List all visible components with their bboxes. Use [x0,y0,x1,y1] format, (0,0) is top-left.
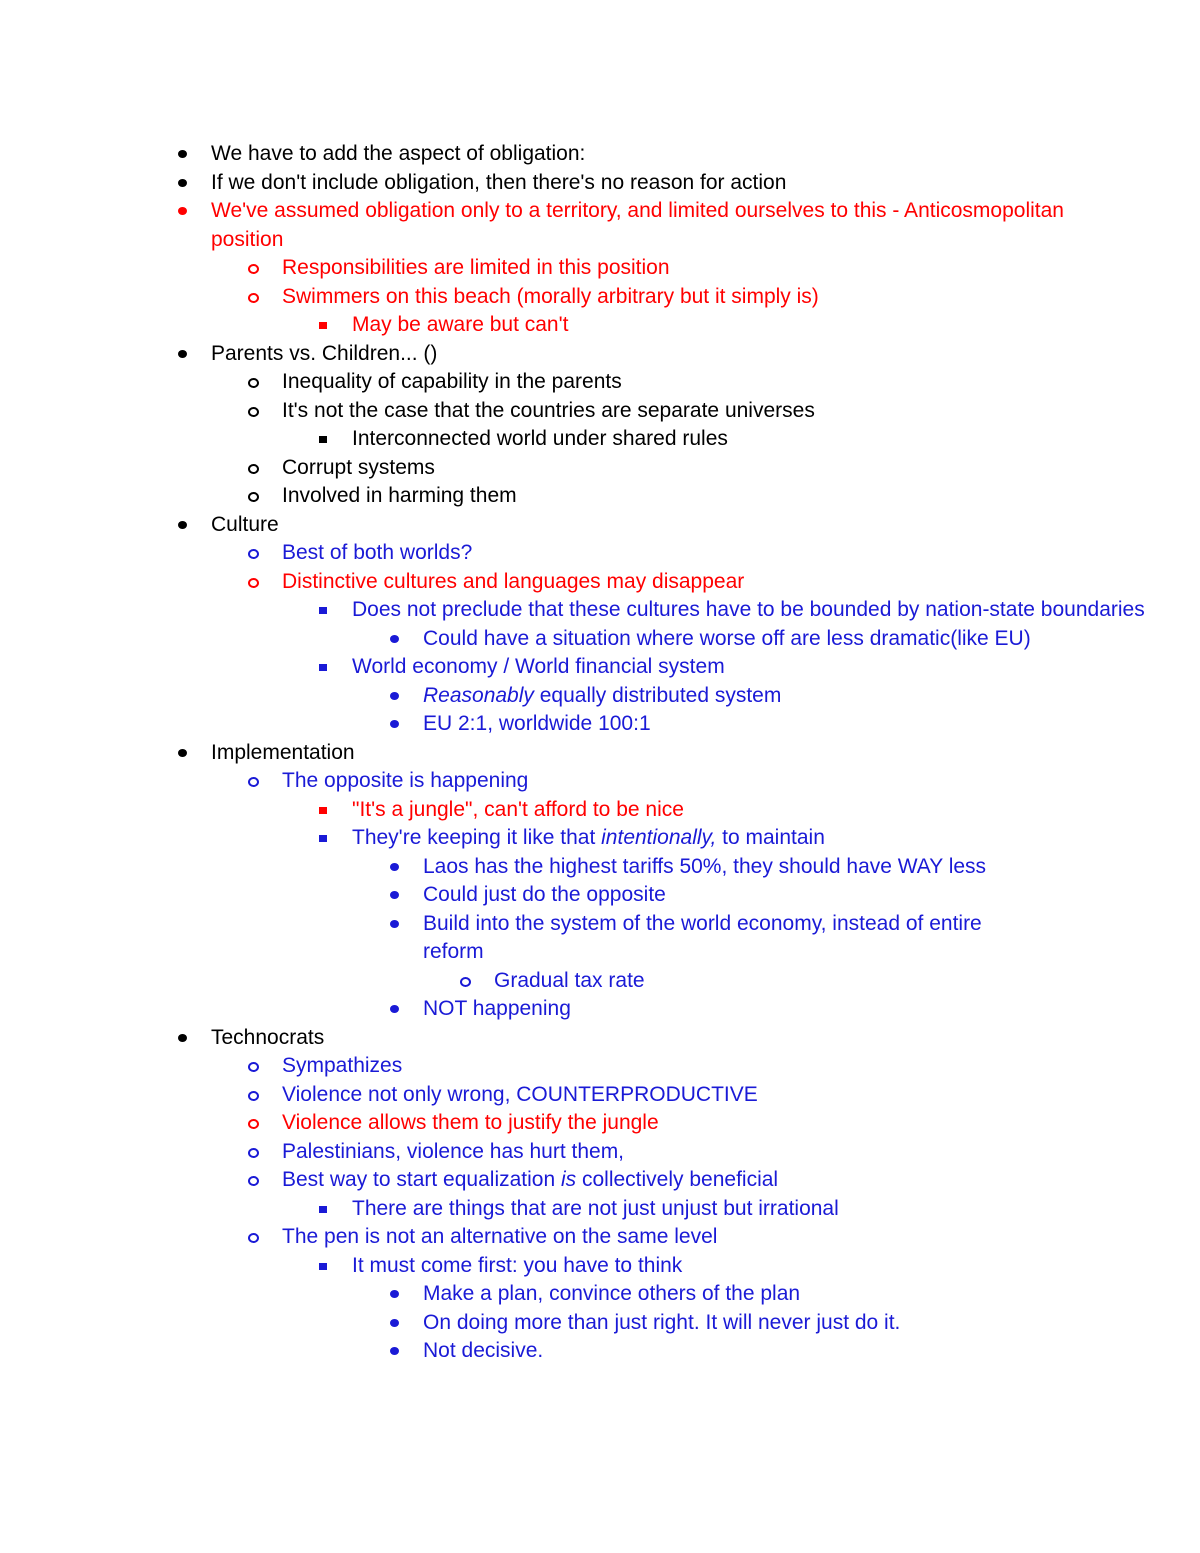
list-item [0,625,1200,654]
list-item-text: Build into the system of the world economy, instead of entire reform [423,911,982,963]
list-item-text: Sympathizes [282,1054,403,1077]
list-item [0,653,1200,682]
list-item [0,1223,1142,1252]
list-item [0,140,1071,169]
list-item-text: Distinctive cultures and languages may disappear [282,569,745,593]
list-item-text: Inequality of capability in the parents [282,370,622,393]
list-item-text: Could just do the opposite [423,883,666,906]
list-item [0,710,1200,739]
list-item-text: Swimmers on this beach (morally arbitrary but it simply is) [282,284,819,308]
list-item-text-rest: collectively beneficial [576,1168,779,1191]
list-item-text-lead: Best way to start equalization [282,1168,561,1191]
list-item [0,796,1200,825]
list-item [0,1166,1142,1195]
list-item [0,368,1142,397]
list-item [0,910,1200,967]
list-item-text: Not decisive. [423,1339,544,1362]
list-item [0,824,1200,853]
list-item-text: NOT happening [423,997,571,1020]
list-item-text: "It's a jungle", can't afford to be nice [352,797,684,821]
list-item-text: EU 2:1, worldwide 100:1 [423,712,651,735]
list-item [0,853,1200,882]
list-item-text: May be aware but can't [352,313,569,336]
list-item-text: The pen is not an alternative on the same level [282,1225,718,1248]
list-item [0,682,1200,711]
list-item-text: We've assumed obligation only to a territory, and limited ourselves to this - Anticosmopolitan position [211,199,1064,251]
list-item-text: Could have a situation where worse off are less dramatic(like EU) [423,626,1031,650]
list-item-text: Does not preclude that these cultures have to be bounded by nation-state boundaries [352,598,1145,621]
list-item-text: Palestinians, violence has hurt them, [282,1139,625,1163]
list-item-text: Corrupt systems [282,455,435,479]
list-item-text: Best of both worlds? [282,541,473,564]
list-item [0,1252,1200,1281]
list-item-text: Technocrats [211,1025,325,1049]
list-item-text: It must come first: you have to think [352,1253,683,1277]
list-item-text [352,826,825,849]
list-item-text: Culture [211,512,279,536]
list-item [0,881,1200,910]
list-item [0,1195,1200,1224]
list-item-text: Gradual tax rate [494,968,645,992]
list-item [0,596,1200,625]
list-item [0,767,1142,796]
list-item-text: We have to add the aspect of obligation: [211,142,586,165]
list-item-text-lead: They're keeping it like that [352,826,602,849]
list-item [0,739,1071,768]
list-item-text: Responsibilities are limited in this position [282,256,670,279]
list-item-text: Make a plan, convince others of the plan [423,1282,801,1305]
list-item-text [282,1168,778,1191]
list-item [0,511,1071,540]
list-item [0,568,1142,597]
emphasis-text: Reasonably [423,683,534,707]
list-item [0,995,1200,1024]
list-item [0,539,1142,568]
list-item [0,1280,1200,1309]
list-item [0,1052,1142,1081]
list-item [0,311,1200,340]
list-item [0,425,1200,454]
list-item-text: On doing more than just right. It will never just do it. [423,1310,901,1334]
list-item [0,340,1071,369]
list-item [0,967,1200,996]
list-item-text: If we don't include obligation, then there's no reason for action [211,170,787,194]
list-item [0,169,1071,198]
list-item [0,482,1142,511]
list-item-text: Involved in harming them [282,484,517,507]
emphasis-text: intentionally, [601,826,717,849]
list-item [0,1309,1200,1338]
list-item [0,1337,1200,1366]
list-item [0,397,1142,426]
list-item [0,254,1142,283]
list-item [0,1081,1142,1110]
list-item [0,283,1142,312]
list-item-text: World economy / World financial system [352,655,725,678]
list-item-text: Interconnected world under shared rules [352,427,728,450]
list-item-text: Implementation [211,740,355,764]
list-item-text-rest: to maintain [716,826,825,849]
list-item [0,197,1071,254]
list-item-text: Violence not only wrong, COUNTERPRODUCTIVE [282,1082,758,1106]
list-item-text: It's not the case that the countries are separate universes [282,398,815,422]
emphasis-text: is [560,1168,577,1191]
list-item-text: There are things that are not just unjust but irrational [352,1196,839,1220]
list-item-text-rest: equally distributed system [533,683,782,707]
notes-outline [0,140,1200,1366]
list-item [0,1109,1142,1138]
list-item-text: Parents vs. Children... () [211,341,438,365]
list-item [0,1024,1071,1053]
list-item [0,454,1142,483]
list-item-text: The opposite is happening [282,769,529,792]
list-item [0,1138,1142,1167]
list-item-text: Violence allows them to justify the jungle [282,1111,659,1134]
list-item-text: Laos has the highest tariffs 50%, they should have WAY less [423,854,987,878]
list-item-text [423,684,781,707]
